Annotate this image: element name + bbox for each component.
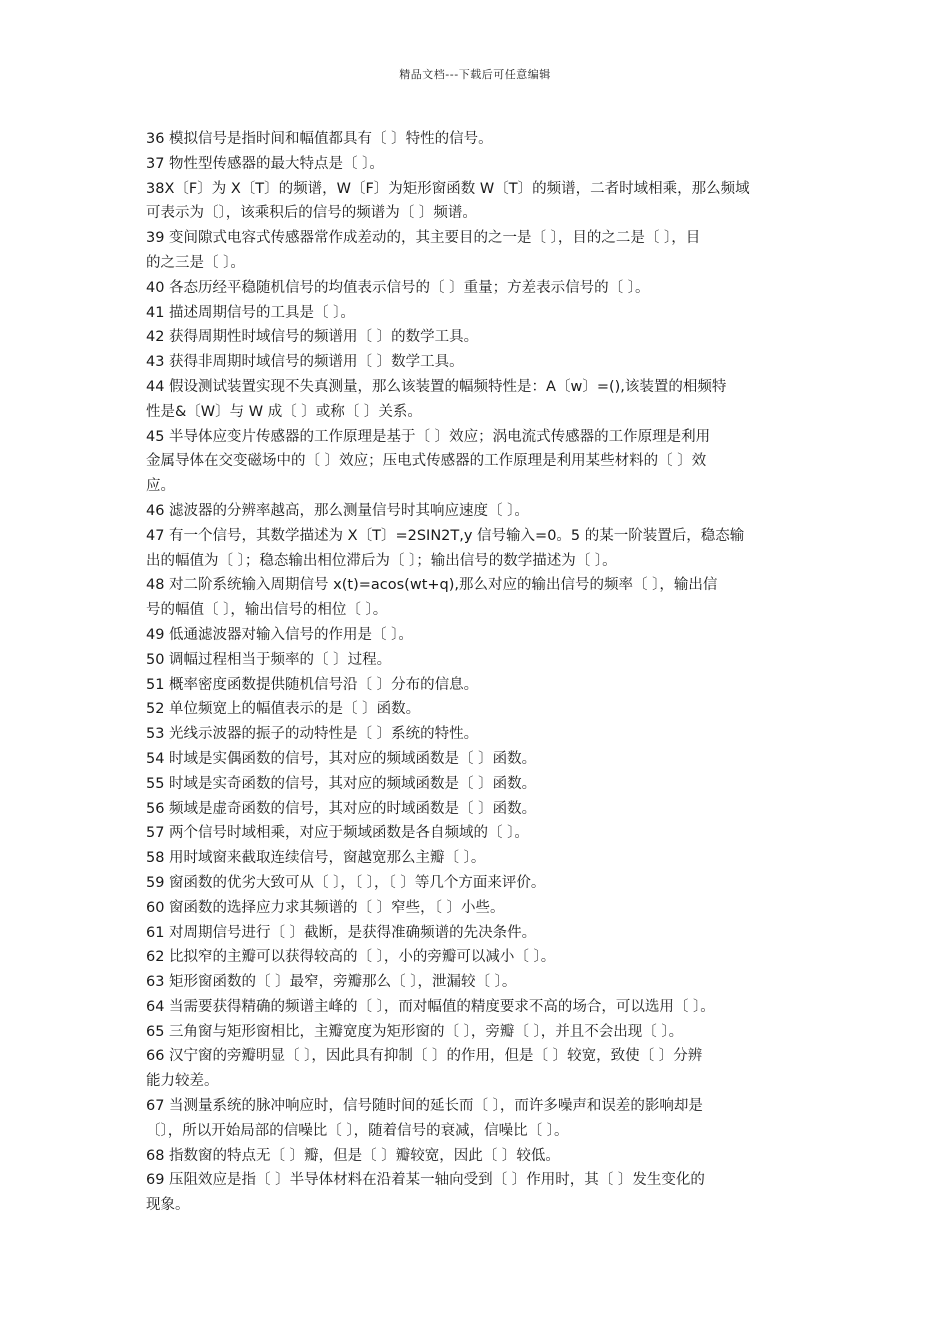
- text-line: 49 低通滤波器对输入信号的作用是〔 〕。: [146, 626, 413, 643]
- text-line: 46 滤波器的分辨率越高，那么测量信号时其响应速度〔 〕。: [146, 502, 529, 519]
- text-line: 39 变间隙式电容式传感器常作成差动的，其主要目的之一是〔 〕，目的之二是〔 〕，目: [146, 230, 701, 247]
- text-line: 65 三角窗与矩形窗相比，主瓣宽度为矩形窗的〔 〕，旁瓣〔 〕，并且不会出现〔 〕。: [146, 1023, 684, 1040]
- text-line: 69 压阻效应是指〔 〕半导体材料在沿着某一轴向受到〔 〕作用时，其〔 〕发生变化的: [146, 1172, 705, 1189]
- text-line: 61 对周期信号进行〔 〕截断，是获得准确频谱的先决条件。: [146, 924, 537, 941]
- text-line: 号的幅值〔 〕，输出信号的相位〔 〕。: [146, 602, 388, 619]
- text-line: 63 矩形窗函数的〔 〕最窄，旁瓣那么〔 〕，泄漏较〔 〕。: [146, 974, 517, 991]
- text-line: 55 时域是实奇函数的信号，其对应的频域函数是〔 〕函数。: [146, 775, 537, 792]
- text-line: 56 频域是虚奇函数的信号，其对应的时域函数是〔 〕函数。: [146, 800, 537, 817]
- text-line: 出的幅值为〔 〕；稳态输出相位滞后为〔 〕；输出信号的数学描述为〔 〕。: [146, 552, 617, 569]
- text-line: 53 光线示波器的振子的动特性是〔 〕系统的特性。: [146, 726, 479, 743]
- text-line: 48 对二阶系统输入周期信号 x(t)=acos(wt+q),那么对应的输出信号的频率〔 〕，输出信: [146, 577, 718, 594]
- text-line: 41 描述周期信号的工具是〔 〕。: [146, 304, 355, 321]
- text-line: 现象。: [146, 1197, 190, 1214]
- text-line: 64 当需要获得精确的频谱主峰的〔 〕，而对幅值的精度要求不高的场合，可以选用〔 〕。: [146, 998, 715, 1015]
- text-line: 可表示为〔〕，该乘积后的信号的频谱为〔 〕频谱。: [146, 205, 477, 222]
- text-line: 54 时域是实偶函数的信号，其对应的频域函数是〔 〕函数。: [146, 750, 537, 767]
- text-line: 52 单位频宽上的幅值表示的是〔 〕函数。: [146, 701, 421, 718]
- text-line: 66 汉宁窗的旁瓣明显〔 〕，因此具有抑制〔 〕的作用，但是〔 〕较宽，致使〔 〕分辨: [146, 1048, 703, 1065]
- text-line: 38X〔F〕为 X〔T〕的频谱，W〔F〕为矩形窗函数 W〔T〕的频谱，二者时域相乘，那么频域: [146, 180, 750, 197]
- text-line: 40 各态历经平稳随机信号的均值表示信号的〔 〕重量；方差表示信号的〔 〕。: [146, 279, 650, 296]
- text-line: 的之三是〔 〕。: [146, 254, 245, 271]
- document-body: [146, 127, 810, 1218]
- text-line: 〔〕，所以开始局部的信噪比〔 〕，随着信号的衰减，信噪比〔 〕。: [146, 1122, 569, 1139]
- text-line: 60 窗函数的选择应力求其频谱的〔 〕窄些，〔 〕小些。: [146, 899, 505, 916]
- text-line: 59 窗函数的优劣大致可从〔 〕，〔 〕，〔 〕等几个方面来评价。: [146, 874, 546, 891]
- text-line: 62 比拟窄的主瓣可以获得较高的〔 〕，小的旁瓣可以减小〔 〕。: [146, 949, 556, 966]
- text-line: 36 模拟信号是指时间和幅值都具有〔 〕特性的信号。: [146, 131, 493, 147]
- text-line: 37 物性型传感器的最大特点是〔 〕。: [146, 155, 384, 172]
- text-line: 金属导体在交变磁场中的〔 〕效应；压电式传感器的工作原理是利用某些材料的〔 〕效: [146, 453, 707, 470]
- text-line: 45 半导体应变片传感器的工作原理是基于〔 〕效应；涡电流式传感器的工作原理是利用: [146, 428, 711, 445]
- text-line: 性是&〔W〕与 W 成〔 〕或称〔 〕关系。: [146, 403, 422, 420]
- text-line: 43 获得非周期时域信号的频谱用〔 〕数学工具。: [146, 354, 464, 371]
- text-line: 47 有一个信号，其数学描述为 X〔T〕=2SIN2T,y 信号输入=0。5 的某一阶装置后，稳态输: [146, 527, 745, 544]
- text-line: 50 调幅过程相当于频率的〔 〕过程。: [146, 651, 392, 668]
- text-line: 能力较差。: [146, 1073, 219, 1090]
- text-line: 57 两个信号时域相乘，对应于频域函数是各自频域的〔 〕。: [146, 825, 529, 842]
- text-line: 44 假设测试装置实现不失真测量，那么该装置的幅频特性是：A〔w〕=(),该装置的相频特: [146, 378, 727, 395]
- text-line: 67 当测量系统的脉冲响应时，信号随时间的延长而〔 〕，而许多噪声和误差的影响却是: [146, 1098, 703, 1115]
- text-line: 68 指数窗的特点无〔 〕瓣，但是〔 〕瓣较宽，因此〔 〕较低。: [146, 1147, 560, 1164]
- text-line: 58 用时域窗来截取连续信号，窗越宽那么主瓣〔 〕。: [146, 850, 486, 867]
- page-header: 精品文档---下载后可任意编辑: [399, 68, 551, 81]
- text-line: 51 概率密度函数提供随机信号沿〔 〕分布的信息。: [146, 676, 479, 693]
- text-line: 应。: [146, 478, 175, 495]
- text-line: 42 获得周期性时域信号的频谱用〔 〕的数学工具。: [146, 329, 479, 346]
